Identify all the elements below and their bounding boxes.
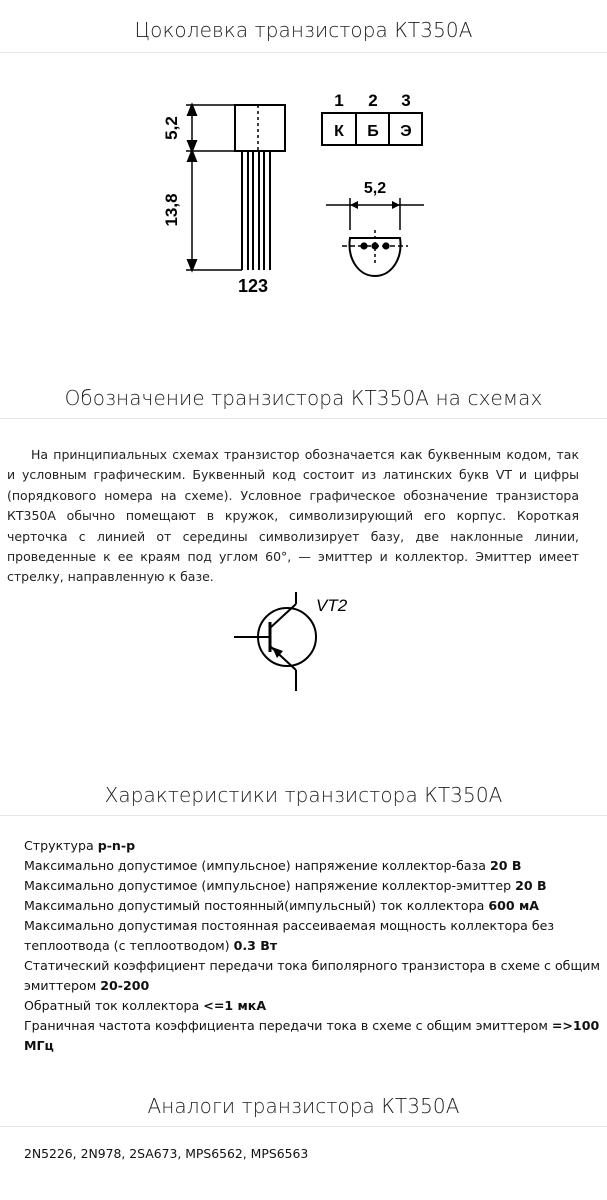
transistor-symbol xyxy=(0,584,607,704)
spec-power-max: Максимально допустимая постоянная рассеиваемая мощность коллектора без теплоотвода (с теплоотводом) 0.3 Вт xyxy=(24,918,555,953)
spec-ic-max: Максимально допустимый постоянный(импульсный) ток коллектора 600 мА xyxy=(24,898,540,913)
pin-number-1: 1 xyxy=(334,91,344,110)
bottom-view-drawing xyxy=(326,198,424,276)
spec-vcb-max: Максимально допустимое (импульсное) напряжение коллектор-база 20 В xyxy=(24,858,522,873)
pin-letter-collector: К xyxy=(334,123,344,140)
transistor-body xyxy=(235,105,285,151)
lead-numbers: 123 xyxy=(238,276,269,296)
pinout-diagram xyxy=(0,80,607,380)
specs-list xyxy=(24,836,600,1056)
dim-width: 5,2 xyxy=(363,180,387,197)
divider xyxy=(0,418,607,419)
pin-letter-base: Б xyxy=(367,123,379,140)
dim-lead-length: 13,8 xyxy=(162,193,181,227)
divider xyxy=(0,815,607,816)
designation-title: Обозначение транзистора КТ350А на схемах xyxy=(64,386,543,410)
spec-ft: Граничная частота коэффициента передачи тока в схеме с общим эмиттером =>100 МГц xyxy=(24,1018,600,1053)
pinout-title: Цоколевка транзистора КТ350А xyxy=(134,18,473,42)
analogs-title: Аналоги транзистора КТ350А xyxy=(147,1094,460,1118)
spec-hfe: Статический коэффициент передачи тока биполярного транзистора в схеме с общим эмиттером 20-200 xyxy=(24,958,600,993)
pin-number-2: 2 xyxy=(368,91,378,110)
pin-number-3: 3 xyxy=(401,91,411,110)
divider xyxy=(0,1126,607,1127)
designation-paragraph: На принципиальных схемах транзистор обозначается как буквенным кодом, так и условным графическим. Буквенный код состоит из латинских букв VT и цифры (порядкового номера на схеме). Условное графическое обозначение транзистора КТ350А обычно помещают в кружок, символизирующий его корпус. Короткая черточка с линией от середины символизирует базу, две наклонные линии, проведенные к ее краям под углом 60°, — эмиттер и коллектор. Эмиттер имеет стрелку, направленную к базе. xyxy=(7,447,579,585)
specs-title: Характеристики транзистора КТ350А xyxy=(104,783,503,807)
divider xyxy=(0,52,607,53)
spec-structure: Структура p-n-p xyxy=(24,838,136,853)
side-view-drawing xyxy=(186,105,285,270)
symbol-label: VT2 xyxy=(316,596,348,615)
spec-icbo: Обратный ток коллектора <=1 мкА xyxy=(24,998,267,1013)
pin-letter-emitter: Э xyxy=(400,123,412,140)
spec-vce-max: Максимально допустимое (импульсное) напряжение коллектор-эмиттер 20 В xyxy=(24,878,547,893)
analogs-list: 2N5226, 2N978, 2SA673, MPS6562, MPS6563 xyxy=(24,1146,309,1161)
dim-body-height: 5,2 xyxy=(162,116,181,140)
